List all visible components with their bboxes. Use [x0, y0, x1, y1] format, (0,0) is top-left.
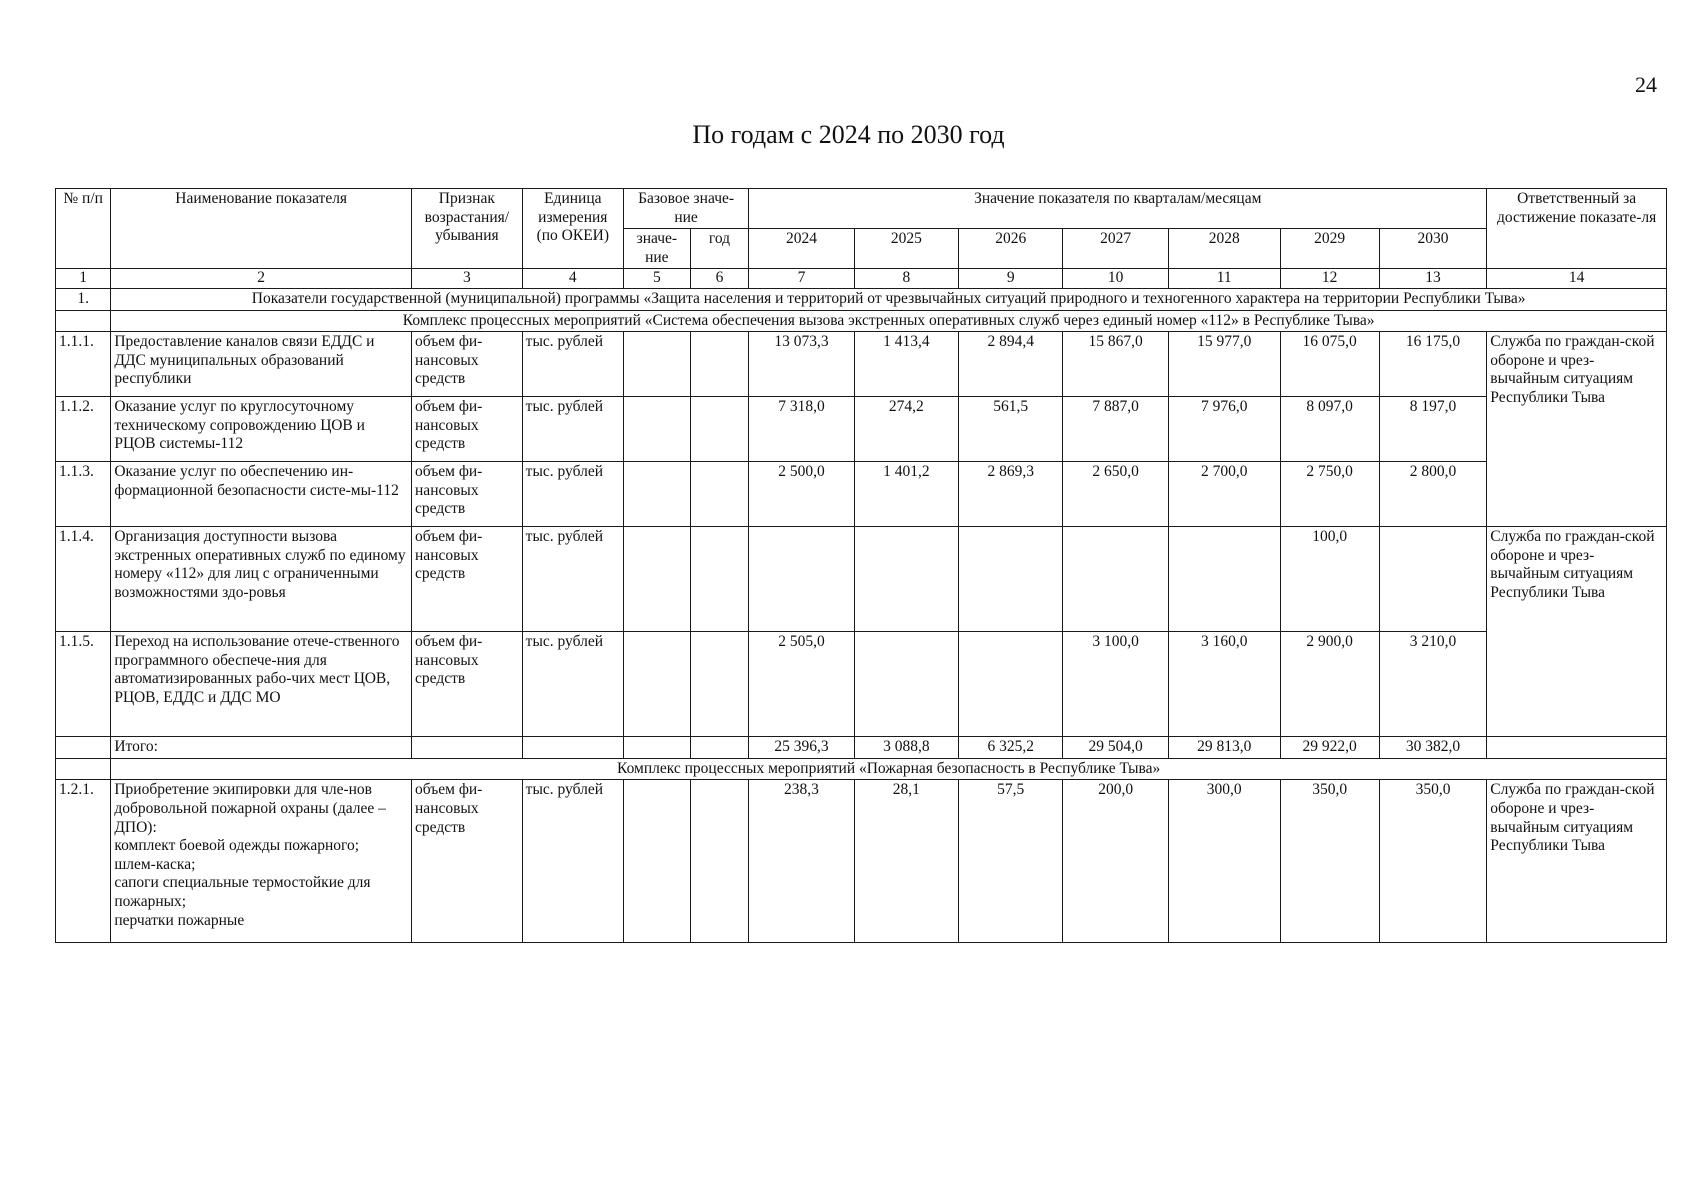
complex-row: [56, 310, 1667, 332]
total-value: 30 382,0: [1379, 737, 1487, 759]
total-value: 29 813,0: [1168, 737, 1280, 759]
row-value: 2 505,0: [749, 632, 854, 737]
column-number: 6: [690, 269, 748, 289]
header-year: 2028: [1168, 229, 1280, 269]
total-label: Итого:: [111, 737, 412, 759]
header-year: 2024: [749, 229, 854, 269]
table-row: [56, 527, 1667, 632]
row-unit: тыс. рублей: [522, 527, 623, 632]
row-name: Предоставление каналов связи ЕДДС и ДДС муниципальных образований республики: [111, 332, 412, 397]
row-responsible: Служба по граждан-ской обороне и чрез-вычайным ситуациям Республики Тыва: [1487, 527, 1667, 737]
row-sign: объем фи-нансовых средств: [412, 632, 523, 737]
column-number: 1: [56, 269, 111, 289]
header-year: 2025: [854, 229, 958, 269]
header-responsible: Ответственный за достижение показате-ля: [1487, 189, 1667, 269]
row-name-line: перчатки пожарные: [114, 911, 245, 929]
row-value: 100,0: [1280, 527, 1379, 632]
column-numbers-row: [56, 269, 1667, 289]
row-unit: тыс. рублей: [522, 462, 623, 527]
row-value: 2 500,0: [749, 462, 854, 527]
header-values-title: Значение показателя по кварталам/месяцам: [749, 189, 1487, 229]
row-value: 8 097,0: [1280, 397, 1379, 462]
header-sign: Признак возрастания/ убывания: [412, 189, 523, 269]
complex-title: Комплекс процессных мероприятий «Система обеспечения вызова экстренных оперативных служб через единый номер «112» в Республике Тыва»: [111, 310, 1667, 332]
column-number: 5: [623, 269, 690, 289]
page-number: 24: [1635, 72, 1657, 97]
page-title: По годам с 2024 по 2030 год: [692, 120, 1005, 149]
row-value: 7 976,0: [1168, 397, 1280, 462]
row-value: 16 175,0: [1379, 332, 1487, 397]
row-value: 7 887,0: [1063, 397, 1168, 462]
row-name-line: Приобретение экипировки для чле-нов добровольной пожарной охраны (далее – ДПО):: [114, 781, 386, 836]
total-value: 6 325,2: [959, 737, 1063, 759]
row-value: 57,5: [959, 780, 1063, 943]
column-number: 12: [1280, 269, 1379, 289]
indicators-table: [55, 188, 1667, 943]
row-value: 350,0: [1280, 780, 1379, 943]
row-value: 561,5: [959, 397, 1063, 462]
row-name: [111, 780, 412, 943]
row-value: 3 210,0: [1379, 632, 1487, 737]
row-value: 15 867,0: [1063, 332, 1168, 397]
row-name: Переход на использование отече-ственного программного обеспече-ния для автоматизированных рабо-чих мест ЦОВ, РЦОВ, ЕДДС и ДДС МО: [111, 632, 412, 737]
row-value: 2 869,3: [959, 462, 1063, 527]
section-title: Показатели государственной (муниципальной) программы «Защита населения и территорий от чрезвычайных ситуаций природного и техногенного характера на территории Республики Тыва»: [111, 288, 1667, 310]
header-num: № п/п: [56, 189, 111, 269]
row-num: 1.1.2.: [56, 397, 111, 462]
row-sign: объем фи-нансовых средств: [412, 780, 523, 943]
total-value: 29 922,0: [1280, 737, 1379, 759]
row-value: [959, 632, 1063, 737]
column-number: 2: [111, 269, 412, 289]
row-responsible: Служба по граждан-ской обороне и чрез-вычайным ситуациям Республики Тыва: [1487, 780, 1667, 943]
row-value: [1379, 527, 1487, 632]
row-value: 274,2: [854, 397, 958, 462]
row-value: 8 197,0: [1379, 397, 1487, 462]
row-value: 2 750,0: [1280, 462, 1379, 527]
row-value: 2 894,4: [959, 332, 1063, 397]
section-row: [56, 288, 1667, 310]
header-base: Базовое значе-ние: [623, 189, 748, 229]
row-sign: объем фи-нансовых средств: [412, 527, 523, 632]
column-number: 3: [412, 269, 523, 289]
row-value: 13 073,3: [749, 332, 854, 397]
row-name-line: шлем-каска;: [114, 855, 196, 873]
column-number: 11: [1168, 269, 1280, 289]
row-value: [959, 527, 1063, 632]
header-base-value: значе-ние: [623, 229, 690, 269]
header-base-year: год: [690, 229, 748, 269]
row-num: 1.1.4.: [56, 527, 111, 632]
column-number: 13: [1379, 269, 1487, 289]
table-row: [56, 332, 1667, 397]
total-row: [56, 737, 1667, 759]
row-value: 15 977,0: [1168, 332, 1280, 397]
column-number: 4: [522, 269, 623, 289]
column-number: 10: [1063, 269, 1168, 289]
row-value: [854, 527, 958, 632]
row-value: 1 401,2: [854, 462, 958, 527]
table-row: [56, 780, 1667, 943]
row-name: Организация доступности вызова экстренных оперативных служб по единому номеру «112» для лиц с ограниченными возможностями здо-ровья: [111, 527, 412, 632]
column-number: 14: [1487, 269, 1667, 289]
row-value: 3 160,0: [1168, 632, 1280, 737]
section-num: 1.: [56, 288, 111, 310]
table-row: [56, 397, 1667, 462]
header-row-1: [56, 189, 1667, 229]
row-value: [749, 527, 854, 632]
row-value: 238,3: [749, 780, 854, 943]
row-value: [1063, 527, 1168, 632]
row-value: 7 318,0: [749, 397, 854, 462]
row-num: 1.1.3.: [56, 462, 111, 527]
header-name: Наименование показателя: [111, 189, 412, 269]
row-sign: объем фи-нансовых средств: [412, 332, 523, 397]
header-year: 2026: [959, 229, 1063, 269]
row-name-line: комплект боевой одежды пожарного;: [114, 837, 360, 855]
row-value: 1 413,4: [854, 332, 958, 397]
row-unit: тыс. рублей: [522, 780, 623, 943]
total-value: 3 088,8: [854, 737, 958, 759]
column-number: 7: [749, 269, 854, 289]
row-name: Оказание услуг по обеспечению ин-формационной безопасности систе-мы-112: [111, 462, 412, 527]
row-value: 2 900,0: [1280, 632, 1379, 737]
row-num: 1.2.1.: [56, 780, 111, 943]
row-value: 2 650,0: [1063, 462, 1168, 527]
total-value: 29 504,0: [1063, 737, 1168, 759]
row-value: 3 100,0: [1063, 632, 1168, 737]
total-value: 25 396,3: [749, 737, 854, 759]
row-sign: объем фи-нансовых средств: [412, 462, 523, 527]
row-value: 200,0: [1063, 780, 1168, 943]
row-sign: объем фи-нансовых средств: [412, 397, 523, 462]
row-name-line: сапоги специальные термостойкие для пожарных;: [114, 874, 371, 910]
row-name: Оказание услуг по круглосуточному техническому сопровождению ЦОВ и РЦОВ системы-112: [111, 397, 412, 462]
row-unit: тыс. рублей: [522, 632, 623, 737]
row-num: 1.1.5.: [56, 632, 111, 737]
row-value: 16 075,0: [1280, 332, 1379, 397]
complex-row: [56, 758, 1667, 780]
table-row: [56, 632, 1667, 737]
row-value: 300,0: [1168, 780, 1280, 943]
header-year: 2027: [1063, 229, 1168, 269]
row-value: 2 700,0: [1168, 462, 1280, 527]
column-number: 8: [854, 269, 958, 289]
row-value: [854, 632, 958, 737]
row-responsible: Служба по граждан-ской обороне и чрез-вычайным ситуациям Республики Тыва: [1487, 332, 1667, 527]
column-number: 9: [959, 269, 1063, 289]
row-value: [1168, 527, 1280, 632]
header-year: 2029: [1280, 229, 1379, 269]
row-value: 28,1: [854, 780, 958, 943]
row-value: 350,0: [1379, 780, 1487, 943]
header-unit: Единица измерения (по ОКЕИ): [522, 189, 623, 269]
row-unit: тыс. рублей: [522, 397, 623, 462]
complex-title: Комплекс процессных мероприятий «Пожарная безопасность в Республике Тыва»: [111, 758, 1667, 780]
row-unit: тыс. рублей: [522, 332, 623, 397]
row-num: 1.1.1.: [56, 332, 111, 397]
header-year: 2030: [1379, 229, 1487, 269]
table-row: [56, 462, 1667, 527]
row-value: 2 800,0: [1379, 462, 1487, 527]
